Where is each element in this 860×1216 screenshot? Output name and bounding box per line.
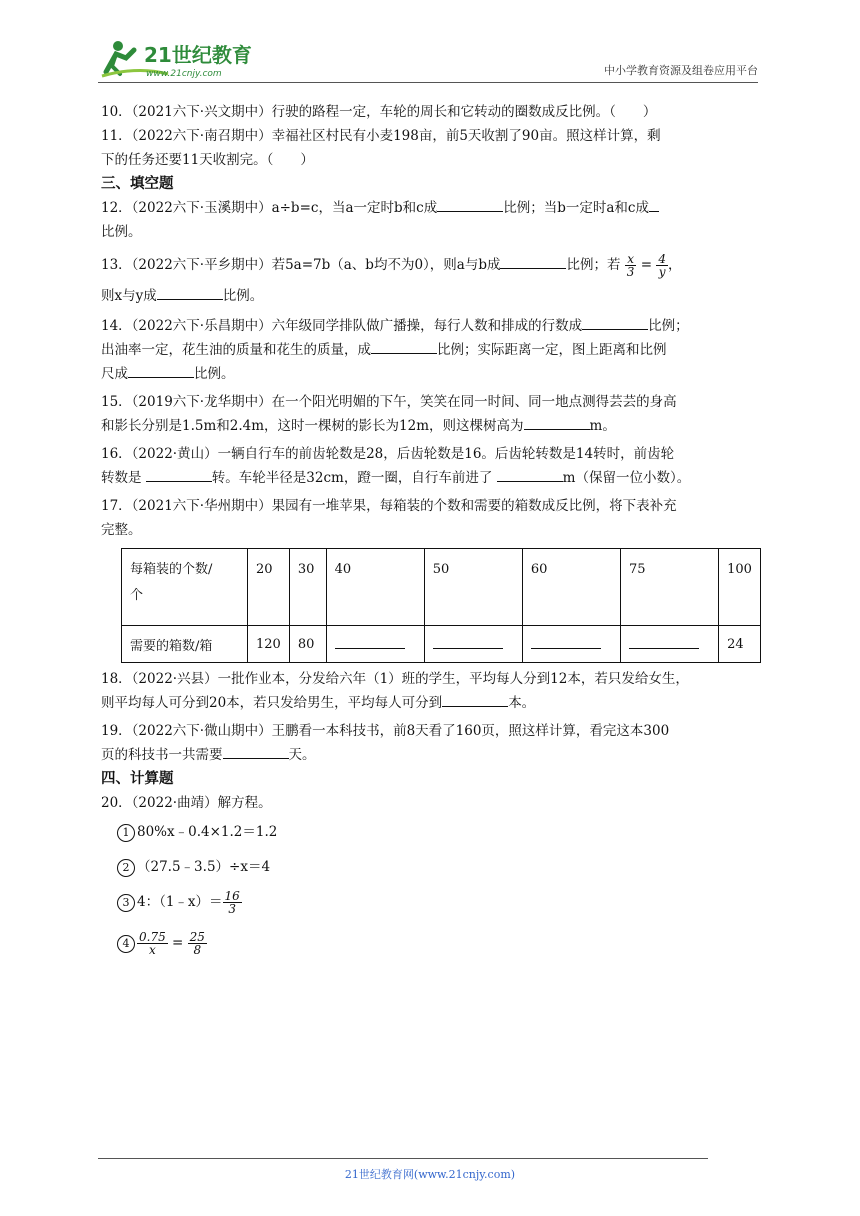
answer-blank[interactable] [335, 636, 405, 649]
page-header [98, 36, 758, 80]
fraction-4-y: $\frac{4}{y}$ [658, 252, 666, 279]
answer-blank[interactable] [629, 636, 699, 649]
question-14-line3: 尺成 比例。 [101, 362, 761, 386]
table-row [122, 549, 761, 626]
table-cell: 100 [719, 549, 761, 626]
question-12-line1: 12．（2022六下·玉溪期中）a÷b=c，当a一定时b和c成 比例；当b一定时a和c成 [101, 196, 761, 220]
circled-number: 3 [117, 894, 135, 912]
answer-blank[interactable] [500, 254, 566, 269]
table-row [122, 626, 761, 663]
circled-number: 1 [117, 824, 135, 842]
answer-blank[interactable] [531, 636, 601, 649]
table-cell: 24 [719, 626, 761, 663]
question-12-line2: 比例。 [101, 224, 142, 240]
table-cell [326, 626, 424, 663]
question-16-line1: 16．（2022·黄山）一辆自行车的前齿轮数是28，后齿轮数是16。后齿轮转数是14转时，前齿轮 [101, 446, 675, 462]
question-18-line1: 18．（2022·兴县）一批作业本，分发给六年（1）班的学生，平均每人分到12本，若只发给女生， [101, 671, 689, 687]
question-13-line2: 则x与y成 比例。 [101, 284, 761, 308]
question-18-line2: 则平均每人可分到20本，若只发给男生，平均每人可分到 本。 [101, 691, 761, 715]
section-calculation-title: 四、计算题 [101, 771, 174, 787]
logo-icon [98, 36, 268, 80]
question-19-line2: 页的科技书一共需要 天。 [101, 743, 761, 767]
answer-blank[interactable] [223, 744, 289, 759]
table-cell: 30 [289, 549, 326, 626]
fraction-075-x: $\frac{0.75}{x}$ [139, 930, 166, 957]
equation-3: 3 4：（1﹣x）＝ $\frac{16}{3}$ [101, 885, 761, 920]
question-10: 10．（2021六下·兴文期中）行驶的路程一定，车轮的周长和它转动的圈数成反比例。（ ） [101, 104, 657, 120]
fraction-x-3: $\frac{x}{3}$ [626, 252, 635, 279]
section-fill-blank-title: 三、填空题 [101, 176, 174, 192]
table-cell: 80 [289, 626, 326, 663]
answer-blank[interactable] [649, 197, 659, 212]
answer-blank[interactable] [433, 636, 503, 649]
equation-1: 1 80%x﹣0.4×1.2＝1.2 [101, 815, 761, 850]
circled-number: 2 [117, 859, 135, 877]
equation-2: 2 （27.5﹣3.5）÷x＝4 [101, 850, 761, 885]
question-17-line1: 17．（2021六下·华州期中）果园有一堆苹果，每箱装的个数和需要的箱数成反比例，将下表补充 [101, 498, 677, 514]
apple-table [121, 548, 761, 663]
question-17-line2: 完整。 [101, 522, 142, 538]
fraction-25-8: $\frac{25}{8}$ [189, 930, 205, 957]
footer-link[interactable]: 21世纪教育网(www.21cnjy.com) [344, 1168, 516, 1181]
table-header-cell: 需要的箱数/箱 [122, 626, 248, 663]
table-cell [620, 626, 718, 663]
logo-text: 21世纪教育 [144, 43, 252, 67]
answer-blank[interactable] [371, 339, 437, 354]
table-cell [522, 626, 620, 663]
answer-blank[interactable] [146, 467, 212, 482]
question-11-line1: 11．（2022六下·南召期中）幸福社区村民有小麦198亩，前5天收割了90亩。照这样计算，剩 [101, 128, 661, 144]
fraction-16-3: $\frac{16}{3}$ [224, 889, 240, 916]
platform-title: 中小学教育资源及组卷应用平台 [604, 64, 758, 77]
question-13-line1: 13．（2022六下·平乡期中）若5a=7b（a、b均不为0），则a与b成 比例；若 $\frac{x}{3}$ = $\frac{4}{y}$ ， [101, 252, 682, 279]
footer-divider [98, 1158, 708, 1159]
logo-url: www.21cnjy.com [146, 69, 222, 79]
question-11-line2: 下的任务还要11天收割完。（ ） [101, 152, 314, 168]
answer-blank[interactable] [497, 467, 563, 482]
table-cell: 20 [247, 549, 289, 626]
table-cell: 40 [326, 549, 424, 626]
equation-4: 4 $\frac{0.75}{x}$ = $\frac{25}{8}$ [101, 926, 761, 961]
question-20: 20．（2022·曲靖）解方程。 [101, 795, 272, 811]
question-16-line2: 转数是 转。车轮半径是32cm，蹬一圈，自行车前进了 m（保留一位小数）。 [101, 466, 761, 490]
answer-blank[interactable] [442, 692, 508, 707]
circled-number: 4 [117, 935, 135, 953]
table-header-cell: 每箱装的个数/ 个 [122, 549, 248, 626]
question-15-line2: 和影长分别是1.5m和2.4m，这时一棵树的影长为12m，则这棵树高为 m。 [101, 414, 761, 438]
question-14-line2: 出油率一定，花生油的质量和花生的质量，成 比例；实际距离一定，图上距离和比例 [101, 338, 761, 362]
table-cell: 50 [424, 549, 522, 626]
table-cell: 120 [247, 626, 289, 663]
answer-blank[interactable] [128, 363, 194, 378]
answer-blank[interactable] [524, 415, 590, 430]
header-divider [98, 82, 758, 83]
table-cell [424, 626, 522, 663]
answer-blank[interactable] [582, 315, 648, 330]
question-19-line1: 19．（2022六下·微山期中）王鹏看一本科技书，前8天看了160页，照这样计算，看完这本300 [101, 723, 670, 739]
question-14-line1: 14．（2022六下·乐昌期中）六年级同学排队做广播操，每行人数和排成的行数成 比例； [101, 314, 761, 338]
table-cell: 60 [522, 549, 620, 626]
answer-blank[interactable] [437, 197, 503, 212]
question-15-line1: 15．（2019六下·龙华期中）在一个阳光明媚的下午，笑笑在同一时间、同一地点测得芸芸的身高 [101, 394, 677, 410]
answer-blank[interactable] [157, 285, 223, 300]
document-body [101, 100, 761, 961]
table-cell: 75 [620, 549, 718, 626]
